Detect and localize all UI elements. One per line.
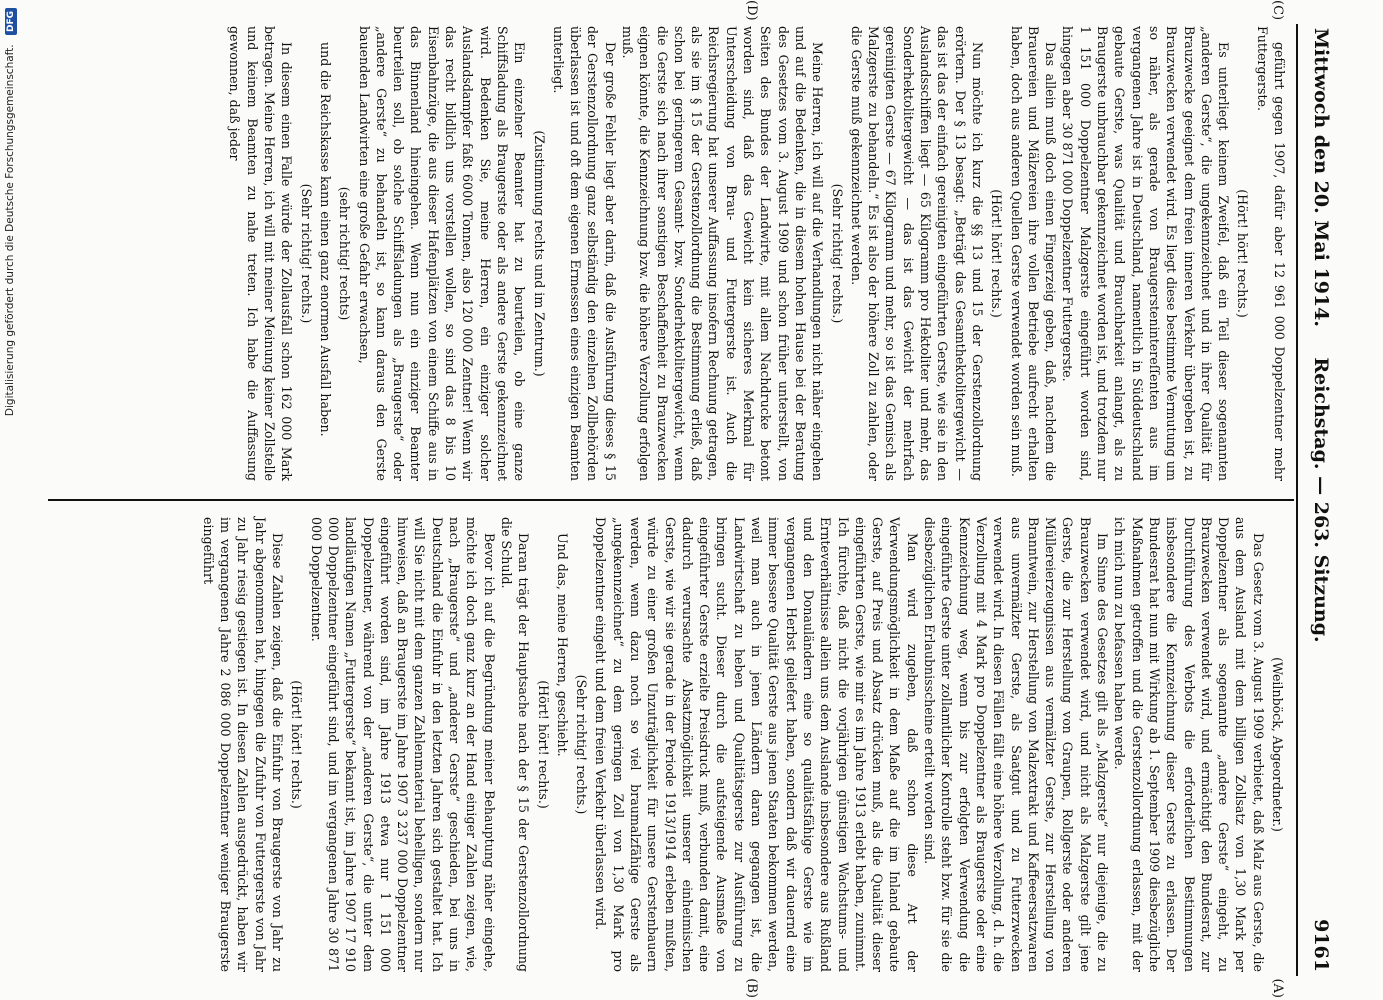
margin-marker-a: (C) <box>1269 0 1285 21</box>
paragraph: Bevor ich auf die Begründung meiner Behauptung näher eingehe, möchte ich doch ganz kurz an der Hand einiger Zahlen zeigen, wie, nach „Braugerste“ und „anderer Gerste“ geschieden, bei uns in Deutschland die Einfuhr in den letzten Jahren sich gestaltet hat. Ich will Sie nicht mit dem ganzen Zahlenmaterial behelligen, sondern nur hinweisen, daß an Braugerste im Jahre 1907 3 237 000 Doppelzentner eingeführt worden sind, im Jahre 1913 etwa nur 1 151 000 Doppelzentner, während von der „anderen Gerste“, die unter dem landläufigen Namen „Futtergerste“ bekannt ist, im Jahre 1907 17 910 000 Doppelzentner eingeführt sind, und im vergangenen Jahre 30 871 000 Doppelzentner. <box>308 517 497 972</box>
paragraph: Diese Zahlen zeigen, daß die Einfuhr von Braugerste von Jahr zu Jahr abgenommen hat, hingegen die Zufuhr von Futtergerste von Jahr zu Jahr riesig gestiegen ist. In diesen Zahlen ausgedrückt, haben wir im vergangenen Jahre 2 086 000 Doppelzentner weniger Braugerste eingeführt <box>200 517 285 972</box>
credit-sidebar <box>2 0 20 1000</box>
header-rule <box>1296 24 1298 976</box>
paragraph: In diesem einen Falle würde der Zollausfall schon 162 000 Mark betragen. Meine Herren, ich will mit meiner Meinung keiner Zollstelle und keinem Beamten zu nahe treten. Ich habe die Auffassung gewonnen, daß jeder <box>226 26 294 481</box>
paragraph: Es unterliegt keinem Zweifel, daß ein Teil dieser sogenannten „anderen Gerste“, die ungekennzeichnet und in ihrer Qualität für Brauzwecke geeignet dem freien inneren Verkehr übergeben ist, zu Brauzwecken verwendet wird. Es liegt diese bestimmte Vermutung um so näher, als gerade von Braugerstenintereſſenten aus im vergangenen Jahre ist in Deutschland, namentlich in Süddeutschland gebaute Gerste, was Qualität und Brauchbarkeit anlangt, als zu Braugerste unbrauchbar gekennzeichnet worden ist, und trotzdem nur 1 151 000 Doppelzentner Malzgerste eingeführt worden sind, hingegen aber 30 871 000 Doppelzentner Futtergerste. <box>1059 26 1231 481</box>
column-right <box>199 517 1287 998</box>
margin-marker-c: (A) <box>1269 978 1285 998</box>
paragraph: geführt gegen 1907, dafür aber 12 961 000 Doppelzentner mehr Futtergerste. <box>1254 26 1287 481</box>
margin-marker-b: (D) <box>743 0 759 21</box>
interjection: (Sehr richtig! rechts.) <box>298 183 314 324</box>
interjection: (sehr richtig! rechts) <box>336 186 352 321</box>
paragraph: und die Reichskasse kann einen ganz enormen Ausfall haben. <box>317 42 333 437</box>
paragraph: Und das, meine Herren, geschieht. <box>554 533 570 757</box>
paragraph: Im Sinne des Gesetzes gilt als „Malzgerste“ nur diejenige, die zu Brauzwecken verwendet wird, und nicht als Malzgerste gilt jene Gerste, die zur Herstellung von Graupen, Rollgerste oder anderen Müllereierzeugnissen aus vermälzter Gerste, zur Herstellung von Branntwein, zur Herstellung von Malzextrakt und Kaffeeersatzwaren aus unvermälzter Gerste, als Saatgut und zu Futterzwecken verwendet wird. In diesen Fällen fällt eine höhere Verzollung, d. h. die Verzollung mit 4 Mark pro Doppelzentner als Braugerste oder eine Kennzeichnung weg, wenn bis zur erfolgten Verwendung die eingeführte Gerste unter zollamtlicher Kontrolle steht bzw. für sie die diesbezüglichen Erlaubnisscheine erteilt worden sind. <box>921 517 1110 972</box>
interjection: (Hört! hört! rechts.) <box>1234 189 1250 318</box>
paragraph: Nun möchte ich kurz die §§ 13 und 15 der Gerstenzollordnung erörtern. Der § 13 besagt: „Beträgt das Gesamthektolitergewicht — das ist das der einfach gereinigten eingeführten Gerste, wie sie in den Auslandsschiffen liegt — 65 Kilogramm pro Hektoliter und mehr, das Sonderhektolitergewicht — das ist das Gewicht der mehrfach gereinigten Gerste — 67 Kilogramm und mehr, so ist das Gemisch als Malzgerste zu behandeln.“ Es ist also der höhere Zoll zu zahlen, oder die Gerste muß gekennzeichnet werden. <box>848 26 985 481</box>
paragraph: Das allein muß doch einen Fingerzeig geben, daß, nachdem die Brauereien und Mälzereien ihre vollen Betriebe aufrecht erhalten haben, doch aus anderen Quellen Gerste verwendet worden sein muß. <box>1008 26 1058 481</box>
header-date: Mittwoch den 20. Mai 1914. <box>1309 28 1332 327</box>
paragraph: Daran trägt der Hauptsache nach der § 15 der Gerstenzollordnung die Schuld. <box>498 517 531 972</box>
column-left <box>226 0 1288 481</box>
interjection: (Zustimmung rechts und im Zentrum.) <box>531 130 547 377</box>
dfg-logo: DFG <box>5 8 17 35</box>
rotated-page <box>42 0 1342 998</box>
paragraph: Ein einzelner Beamter hat zu beurteilen, ob eine ganze Schiffsladung als Braugerste oder als andere Gerste gekennzeichnet wird. Bedenken Sie, meine Herren, ein einziger solcher Auslandsdampfer faßt 6000 Tonnen, also 120 000 Zentner! Wenn wir das recht bildlich uns vorstellen wollen, so sind das 8 bis 10 Eisenbahnzüge, die aus dieser Hafenplätzen von einem Schiffe aus in das Binnenland hineingehen. Wenn nun ein einziger Beamter beurteilen soll, ob solche Schiffsladungen als „Braugerste“ oder „andere Gerste“ zu behandeln ist, so kann daraus den Gerste bauenden Landwirten eine große Gefahr erwachsen, <box>356 26 527 481</box>
interjection: (Hört! hört! rechts.) <box>288 680 304 809</box>
interjection: (Hört! hört! rechts.) <box>535 680 551 809</box>
column-divider <box>48 499 1294 501</box>
page-header <box>1302 20 1336 980</box>
interjection: (Sehr richtig! rechts.) <box>829 183 845 324</box>
interjection: (Sehr richtig! rechts.) <box>573 674 589 815</box>
credit-text: Digitalisierung gefördert durch die Deutsche Forschungsgemeinschaft. <box>4 44 16 417</box>
speaker-label: (Weilnböck, Abgeordneter.) <box>1269 657 1285 832</box>
margin-marker-d: (B) <box>743 978 759 998</box>
header-title: Reichstag. — 263. Sitzung. <box>1309 357 1332 643</box>
paragraph: Das Gesetz vom 3. August 1909 verbietet, daß Malz aus Gerste, die aus dem Ausland mit dem billigen Zollsatz von 1,30 Mark per Doppelzentner als sogenannte „andere Gerste“ eingeht, zu Brauzwecken verwendet wird, und ermächtigt den Bundesrat, zur Durchführung des Verbots die erforderlichen Bestimmungen insbesondere die Kennzeichnung dieser Gerste zu erlassen. Der Bundesrat hat nun mit Wirkung ab 1. September 1909 diesbezügliche Maßnahmen getroffen und die Gerstenzollordnung erlassen, mit der ich mich nun zu befassen haben werde. <box>1111 517 1266 972</box>
interjection: (Hört! hört! rechts.) <box>988 189 1004 318</box>
page-number: 9161 <box>1309 919 1332 972</box>
paragraph: Man wird zugeben, daß schon diese Art der Verwendungsmöglichkeit in dem Maße auf die im Inland gebaute Gerste, auf Preis und Absatz drücken muß, als die Qualität dieser eingeführten Gerste, wie mir es im Jahre 1913 erlebt haben, zunimmt. Ich fürchte, daß nicht die vorjährigen günstigen Wachstums- und Ernteverhältnisse allein uns dem Auslande insbesondere aus Rußland und den Donauländern eine so qualitätsfähige Gerste wie im vergangenen Herbst geliefert haben, sondern daß wir dauernd eine immer bessere Qualität Gerste aus jenen Staaten bekommen werden, weil man auch in jenen Ländern daran gegangen ist, die Landwirtschaft zu heben und Qualitätsgerste zur Ausführung zu bringen sucht. Dieser durch die aufsteigende Ausmaße von eingeführter Gerste erzielte Preisdruck muß, verbunden damit, eine dadurch verursachte Absatzmöglichkeit unserer einheimischen Gerste, wie wir sie gerade in der Periode 1913/1914 erleben mußten, würde zu einer großen Unzuträglichkeit für unsere Gerstenbauern werden, wenn dazu noch so viel braumalzfähige Gerste als „ungekennzeichnet“ zu dem geringen Zoll von 1,30 Mark pro Doppelzentner eingeht und dem freien Verkehr überlassen wird. <box>592 517 920 972</box>
paragraph: Der große Fehler liegt aber darin, daß die Ausführung dieses § 15 der Gerstenzollordnung ganz selbständig den einzelnen Zollbehörden überlassen ist und oft dem eigenen Ermessen eines einzigen Beamten unterliegt. <box>550 26 618 481</box>
paragraph: Meine Herren, ich will auf die Verhandlungen nicht näher eingehen und auf die Bedenken, die in diesem hohen Hause bei der Beratung des Gesetzes vom 3. August 1909 und schon früher unterstellt, von Seiten des Bundes der Landwirte, mit allem Nachdrucke betont worden sind, daß das Gewicht kein sicheres Merkmal für Unterscheidung von Brau- und Futtergerste ist. Auch die Reichsregierung hat unserer Auffassung insofern Rechnung getragen, als sie im § 15 der Gerstenzollordnung die Bestimmung erließ, daß schon bei geringerem Gesamt- bzw. Sonderhektolitergewicht, wenn die Gerste sich nach ihrer sonstigen Beschaffenheit zu Brauzwecken eignen könnte, die Kennzeichnung bzw. die höhere Verzollung erfolgen muß. <box>619 26 825 481</box>
